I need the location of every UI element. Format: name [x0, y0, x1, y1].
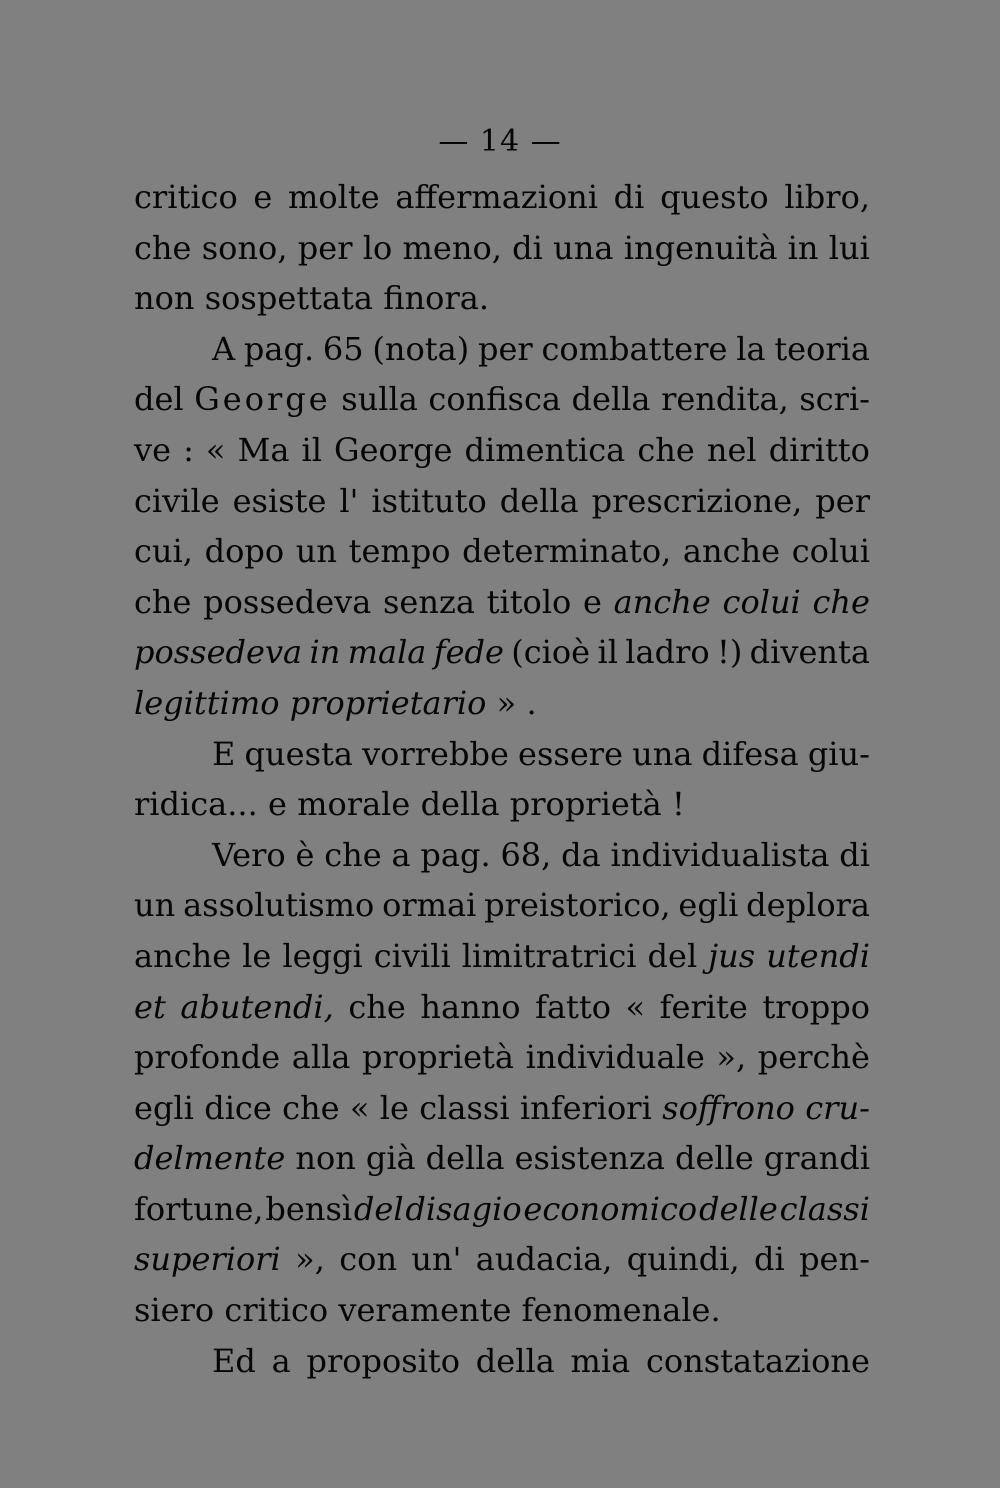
- word: questo: [660, 178, 769, 216]
- word: per: [297, 228, 353, 267]
- word: George: [194, 380, 331, 419]
- word: difesa: [701, 734, 799, 773]
- text-line: [134, 1184, 870, 1235]
- word: ingenuità: [623, 228, 778, 267]
- word: cui,: [134, 532, 193, 571]
- word: tempo: [348, 532, 451, 571]
- italic-word: del: [353, 1189, 404, 1228]
- text-line: [134, 425, 870, 476]
- text-line: [134, 273, 870, 324]
- italic-word: in: [309, 633, 341, 672]
- text-line: [134, 374, 870, 425]
- word: della: [499, 481, 579, 520]
- word: 65: [322, 329, 364, 368]
- word: ferite: [659, 987, 748, 1026]
- word: dimentica: [464, 430, 626, 469]
- word: molte: [288, 178, 380, 216]
- word: ladro: [625, 633, 710, 672]
- word: a: [271, 1341, 291, 1380]
- word: veramente: [338, 1291, 512, 1330]
- word: un: [134, 886, 176, 925]
- word: teoria: [774, 329, 870, 368]
- italic-word: utendi: [766, 936, 870, 975]
- word: per: [815, 481, 870, 520]
- word: sono,: [201, 228, 288, 267]
- text-line: [134, 476, 870, 527]
- word: diventa: [749, 633, 870, 672]
- word: dice: [204, 1088, 272, 1127]
- word: il: [301, 430, 322, 469]
- word: critico: [134, 178, 238, 216]
- word: in: [787, 228, 819, 267]
- word: preistorico,: [484, 886, 671, 925]
- word: constatazione: [645, 1341, 870, 1380]
- italic-word: superiori: [134, 1240, 281, 1279]
- page-number: — 14 —: [438, 124, 562, 159]
- word: mia: [570, 1341, 631, 1380]
- word: e: [268, 785, 287, 824]
- word: combattere: [541, 329, 728, 368]
- italic-word: anche: [613, 582, 711, 621]
- word: istituto: [371, 481, 487, 520]
- text-line: [134, 1234, 870, 1285]
- italic-word: classi: [779, 1189, 870, 1228]
- italic-word: jus: [708, 936, 756, 975]
- word: e: [253, 178, 273, 216]
- word: nel: [706, 430, 757, 469]
- word: prescrizione,: [591, 481, 803, 520]
- word: da: [561, 835, 601, 874]
- word: «: [205, 430, 226, 469]
- word: giu-: [807, 734, 870, 773]
- text-line: [134, 1336, 870, 1387]
- word: quindi,: [626, 1240, 740, 1279]
- word: E: [212, 734, 236, 773]
- word: affermazioni: [395, 178, 598, 216]
- word: lui: [828, 228, 870, 267]
- word: sospettata: [204, 279, 373, 318]
- body-text: [134, 172, 870, 1386]
- text-line: [134, 1285, 870, 1336]
- italic-word: mala: [347, 633, 427, 672]
- word: della: [425, 1139, 505, 1178]
- italic-word: che: [812, 582, 870, 621]
- text-line: [134, 1032, 870, 1083]
- text-line: [134, 223, 870, 274]
- word: alla: [291, 1038, 351, 1077]
- word: che: [134, 228, 192, 267]
- word: per: [477, 329, 533, 368]
- text-line: [134, 172, 870, 223]
- word: senza: [382, 582, 475, 621]
- word: «: [349, 1088, 370, 1127]
- word: un': [411, 1240, 462, 1279]
- word: della: [420, 785, 500, 824]
- word: individuale: [525, 1038, 705, 1077]
- word: !): [716, 633, 743, 672]
- word: assolutismo: [183, 886, 375, 925]
- word: la: [736, 329, 766, 368]
- word: ormai: [382, 886, 477, 925]
- word: pag.: [243, 329, 315, 368]
- word: audacia,: [475, 1240, 613, 1279]
- word: che: [637, 430, 695, 469]
- word: possedeva: [203, 582, 372, 621]
- word: perchè: [757, 1038, 870, 1077]
- word: Vero: [212, 835, 286, 874]
- word: e: [583, 582, 602, 621]
- text-line: [134, 729, 870, 780]
- word: egli: [134, 1088, 194, 1127]
- text-line: [134, 779, 870, 830]
- word: le: [242, 936, 272, 975]
- word: determinato,: [462, 532, 672, 571]
- word: pag.: [420, 835, 491, 874]
- text-line: [134, 982, 870, 1033]
- word: grandi: [763, 1139, 870, 1178]
- text-line: [134, 324, 870, 375]
- word: di: [839, 835, 870, 874]
- word: scri-: [799, 380, 870, 419]
- word: »,: [716, 1038, 747, 1077]
- word: dopo: [204, 532, 285, 571]
- word: meno,: [402, 228, 502, 267]
- word: fatto: [535, 987, 611, 1026]
- word: ridica...: [134, 785, 258, 824]
- word: a: [391, 835, 411, 874]
- word: (nota): [372, 329, 470, 368]
- word: già: [365, 1139, 416, 1178]
- word: non: [134, 279, 195, 318]
- word: anche: [134, 936, 232, 975]
- text-line: [134, 1133, 870, 1184]
- word: egli: [678, 886, 739, 925]
- word: inferiori: [519, 1088, 652, 1127]
- word: lo: [362, 228, 393, 267]
- word: fortune,: [134, 1189, 264, 1228]
- word: esistenza: [514, 1139, 665, 1178]
- text-line: [134, 1083, 870, 1134]
- word: profonde: [134, 1038, 281, 1077]
- word: Ma: [237, 430, 290, 469]
- word: siero: [134, 1291, 215, 1330]
- word: le: [379, 1088, 409, 1127]
- text-line: [134, 577, 870, 628]
- italic-word: disagio: [405, 1189, 522, 1228]
- word: :: [183, 430, 194, 469]
- italic-word: legittimo: [134, 683, 280, 722]
- word: ve: [134, 430, 172, 469]
- word: proprietà: [509, 785, 662, 824]
- word: bensì: [265, 1189, 353, 1228]
- italic-word: colui: [722, 582, 801, 621]
- word: 68,: [500, 835, 552, 874]
- word: esiste: [232, 481, 327, 520]
- word: di: [753, 1240, 785, 1279]
- word: civili: [373, 936, 451, 975]
- text-line: [134, 830, 870, 881]
- word: A: [212, 329, 236, 368]
- word: (cioè: [511, 633, 591, 672]
- word: deplora: [746, 886, 870, 925]
- word: essere: [518, 734, 623, 773]
- word: critico: [224, 1291, 329, 1330]
- word: una: [632, 734, 693, 773]
- word: individualista: [610, 835, 830, 874]
- word: limitratrici: [461, 936, 637, 975]
- word: rendita,: [661, 380, 789, 419]
- word: non: [295, 1139, 356, 1178]
- italic-word: delle: [698, 1189, 778, 1228]
- word: del: [134, 380, 184, 419]
- word: sulla: [341, 380, 418, 419]
- italic-word: economico: [523, 1189, 698, 1228]
- word: il: [597, 633, 618, 672]
- word: civile: [134, 481, 220, 520]
- italic-word: proprietario: [289, 683, 487, 722]
- word: pen-: [799, 1240, 870, 1279]
- word: vorrebbe: [362, 734, 509, 773]
- italic-word: et: [134, 987, 166, 1026]
- word: che: [348, 987, 406, 1026]
- word: »: [496, 683, 517, 722]
- word: «: [625, 987, 646, 1026]
- word: !: [671, 785, 685, 824]
- word: titolo: [486, 582, 572, 621]
- word: un: [295, 532, 337, 571]
- word: classi: [419, 1088, 510, 1127]
- word: questa: [244, 734, 353, 773]
- word: l': [339, 481, 359, 520]
- italic-word: fede: [433, 633, 504, 672]
- word: proprietà: [362, 1038, 514, 1077]
- word: morale: [297, 785, 411, 824]
- word: che: [282, 1088, 340, 1127]
- word: che: [134, 582, 192, 621]
- text-line: [134, 526, 870, 577]
- italic-word: abutendi,: [180, 987, 334, 1026]
- word: George: [334, 430, 453, 469]
- text-line: [134, 931, 870, 982]
- word: che: [324, 835, 382, 874]
- word: proposito: [306, 1341, 461, 1380]
- word: leggi: [282, 936, 363, 975]
- italic-word: cru-: [805, 1088, 870, 1127]
- word: diritto: [768, 430, 870, 469]
- text-line: [134, 880, 870, 931]
- word: libro,: [784, 178, 870, 216]
- word: della: [475, 1341, 555, 1380]
- word: di: [613, 178, 645, 216]
- word: una: [553, 228, 614, 267]
- word: »,: [295, 1240, 325, 1279]
- text-line: [134, 627, 870, 678]
- word: fenomenale.: [521, 1291, 721, 1330]
- word: finora.: [383, 279, 489, 318]
- word: colui: [791, 532, 870, 571]
- word: con: [339, 1240, 398, 1279]
- italic-word: possedeva: [134, 633, 303, 672]
- word: hanno: [420, 987, 521, 1026]
- word: anche: [682, 532, 781, 571]
- word: della: [571, 380, 651, 419]
- word: Ed: [212, 1341, 256, 1380]
- word: confisca: [428, 380, 561, 419]
- word: del: [647, 936, 698, 975]
- text-line: [134, 678, 870, 729]
- word: troppo: [762, 987, 870, 1026]
- word: è: [295, 835, 315, 874]
- word: delle: [674, 1139, 754, 1178]
- italic-word: soffrono: [662, 1088, 795, 1127]
- word: di: [512, 228, 543, 267]
- word: .: [526, 683, 537, 722]
- italic-word: delmente: [134, 1139, 286, 1178]
